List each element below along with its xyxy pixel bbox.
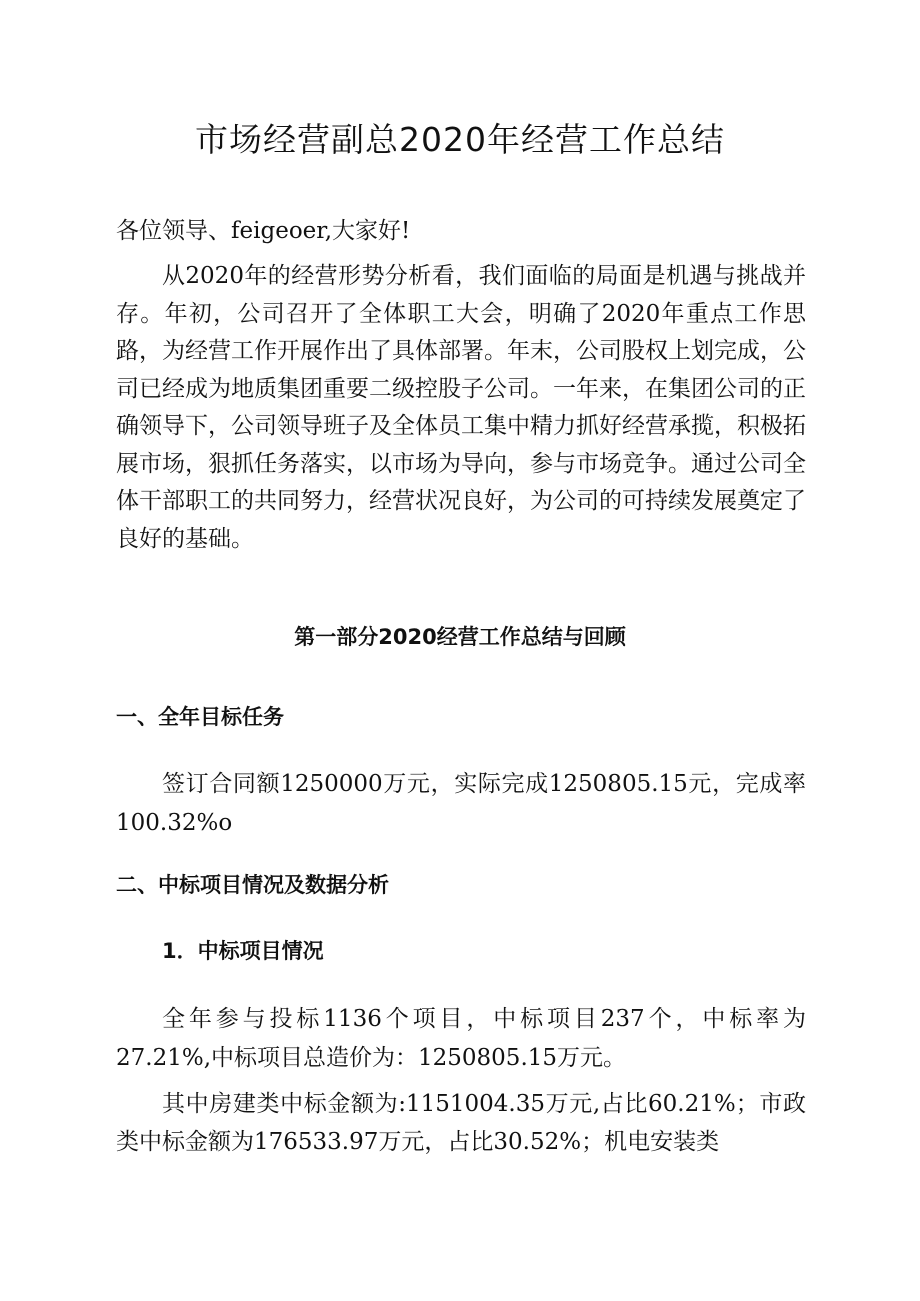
section-one-heading: 一、全年目标任务: [116, 705, 284, 729]
subsection-one-heading: 1．中标项目情况: [162, 939, 324, 963]
annual-target-paragraph: 签订合同额1250000万元，实际完成1250805.15元，完成率100.32%o: [116, 771, 806, 836]
bid-statistics-paragraph: 全年参与投标1136个项目，中标项目237个，中标率为27.21%,中标项目总造价为：1250805.15万元。: [116, 1006, 806, 1071]
document-title: 市场经营副总2020年经营工作总结: [195, 120, 725, 159]
part-one-heading: 第一部分2020经营工作总结与回顾: [294, 625, 626, 649]
category-share-paragraph: 其中房建类中标金额为:1151004.35万元,占比60.21%；市政类中标金额为176533.97万元，占比30.52%；机电安装类: [116, 1091, 806, 1155]
intro-paragraph: 从2020年的经营形势分析看，我们面临的局面是机遇与挑战并存。年初，公司召开了全体职工大会，明确了2020年重点工作思路，为经营工作开展作出了具体部署。年末，公司股权上划完成，公司已经成为地质集团重要二级控股子公司。一年来，在集团公司的正确领导下，公司领导班子及全体员工集中精力抓好经营承揽，积极拓展市场，狠抓任务落实，以市场为导向，参与市场竞争。通过公司全体干部职工的共同努力，经营状况良好，为公司的可持续发展奠定了良好的基础。: [116, 263, 806, 552]
section-two-heading: 二、中标项目情况及数据分析: [116, 873, 389, 897]
greeting-line: 各位领导、feigeoer,大家好!: [116, 218, 411, 244]
